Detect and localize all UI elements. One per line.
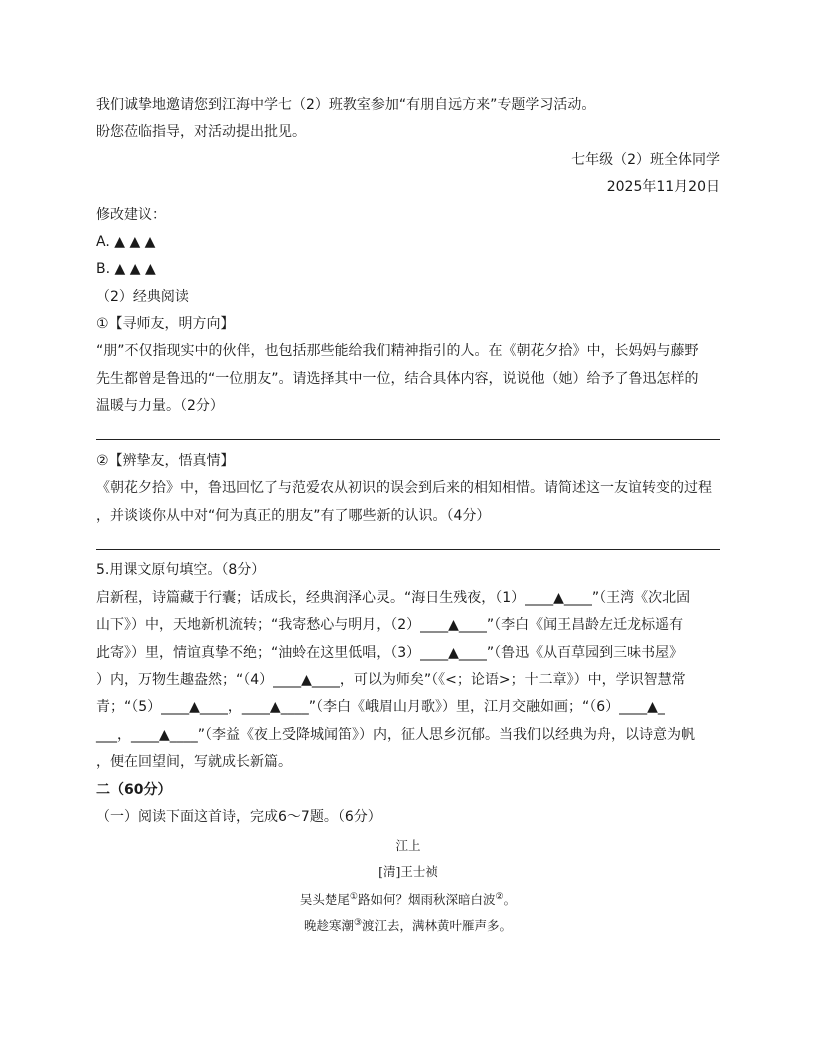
revision-heading: 修改建议： [96,207,166,223]
revision-option-a: A. ▲ ▲ ▲ [96,234,156,250]
poem-line-1-part-a: 吴头楚尾 [299,892,350,907]
revision-option-b: B. ▲ ▲ ▲ [96,261,156,277]
answer-line-2 [96,549,720,550]
poem-line-1-part-b: 路如何？烟雨秋深暗白波 [357,892,496,907]
part1-line: “朋”不仅指现实中的伙伴，也包括那些能给我们精神指引的人。在《朝花夕拾》中，长妈妈与藤野 [96,343,699,359]
question5-line: 山下》）中，天地新机流转；“我寄愁心与明月，（2）____▲____”（李白《闻王昌龄左迁龙标遥有 [96,617,684,633]
footnote-3-marker: ③ [353,917,363,928]
part1-title: ①【寻师友，明方向】 [96,316,235,332]
section2-heading: 二（60分） [96,782,172,798]
footnote-2-marker: ② [495,891,504,902]
classic-reading-heading: （2）经典阅读 [96,289,189,305]
question5-line: ）内，万物生趣盎然；“（4）____▲____，可以为师矣”（《<；论语>；十二章》）中，学识智慧常 [96,672,686,688]
invitation-line-2: 盼您莅临指导，对活动提出批见。 [96,124,306,140]
invitation-date: 2025年11月20日 [606,179,720,195]
part2-title: ②【辨挚友，悟真情】 [96,453,235,469]
poem-line-2-part-a: 晚趁寒潮 [303,918,354,933]
question5-line: ___，____▲____”（李益《夜上受降城闻笛》）内，征人思乡沉郁。当我们以经典为舟，以诗意为帆 [96,727,696,743]
poem-author: [清]王士祯 [378,864,438,879]
poem-line-1-part-c: 。 [503,892,517,907]
part2-line: 《朝花夕拾》中，鲁迅回忆了与范爱农从初识的误会到后来的相知相惜。请简述这一友谊转变的过程 [96,480,712,496]
footnote-1-marker: ① [349,891,358,902]
poem-title: 江上 [395,838,421,853]
part1-line: 先生都曾是鲁迅的“一位朋友”。请选择其中一位，结合具体内容，说说他（她）给予了鲁迅怎样的 [96,371,699,387]
question5-line: 青；“（5）____▲____，____▲____”（李白《峨眉山月歌》）里，江月交融如画；“（6）____▲_ [96,699,665,715]
invitation-line-1: 我们诚挚地邀请您到江海中学七（2）班教室参加“有朋自远方来”专题学习活动。 [96,97,596,113]
question5-line: ，便在回望间，写就成长新篇。 [96,754,292,770]
part1-line: 温暖与力量。（2分） [96,398,224,414]
poem-line-2-part-b: 渡江去，满林黄叶雁声多。 [362,918,513,933]
question5-line: 启新程，诗篇藏于行囊；话成长，经典润泽心灵。“海日生残夜，（1）____▲____”（王湾《次北固 [96,590,691,606]
invitation-signature: 七年级（2）班全体同学 [571,152,720,168]
poem-line-2 [96,916,720,936]
part2-line: ，并谈谈你从中对“何为真正的朋友”有了哪些新的认识。（4分） [96,508,491,524]
question5-line: 此寄》）里，情谊真挚不绝；“油蛉在这里低唱，（3）____▲____”（鲁迅《从百草园到三味书屋》 [96,645,684,661]
answer-line-1 [96,439,720,440]
section2-subheading: （一）阅读下面这首诗，完成6～7题。（6分） [96,809,382,825]
question5-heading: 5.用课文原句填空。（8分） [96,562,266,578]
poem-line-1 [96,890,720,910]
